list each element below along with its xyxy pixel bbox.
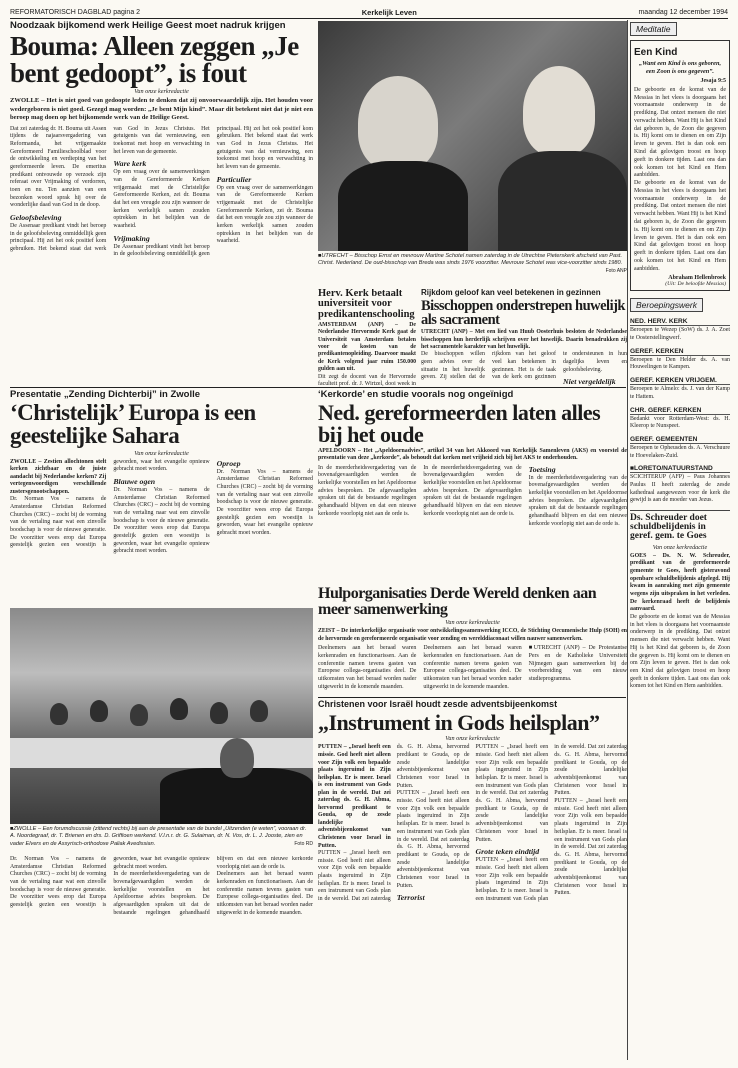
header-rule xyxy=(10,18,728,19)
beroeping-tab: Beroepingswerk xyxy=(630,298,703,312)
meditatie-signature: Abraham Hellenbroek xyxy=(668,275,726,282)
israel-headline: „Instrument in Gods heilsplan” xyxy=(318,709,600,735)
beroeping-text: Beroepen te Almelo: ds. J. van der Kamp te Hattem. xyxy=(630,386,730,400)
beroeping-item xyxy=(630,377,730,401)
lead-body-2b: De Assenaar predikant vindt het beroep in de geloofsbeleving onmiddellijk geen principaal. Hij zei het ook positief kom gebruiken. Het bekend staat dat werk van God in Jezus Christus. Het getuigenis van dat vernieuwing, een toekomst met hoop en verwachting in het leven van de gemeente. xyxy=(113,125,313,258)
israel-body: PUTTEN – „Israel heeft een missie. God heeft niet alleen voor Zijn volk een bepaalde plaats ingeruimd in Zijn heilsplan. Er is meer. Israel is een instrument van Gods plan in de wereld. Dat zei zaterdag ds. G. H. Abma, hervormd predikant te Gouda, op de zesde landelijke adventsbijeenkomst van Christenen voor Israel in Putten. xyxy=(318,744,470,903)
lead-subhead-3: Vrijmaking xyxy=(113,233,150,243)
page-header xyxy=(10,6,728,18)
photo-bottom-caption: ■ ZWOLLE – Een forumdiscussie (zittend rechts) bij aan de presentatie van de bundel „Uitzenden (e weten”, vooraan dr. A. Noordegraaf, dr. T. Brienen en drs. D. Griffioen werkend. V.l.n.r. dr. G. Sulaiman, dr. N. Vos, dr. L. J. Jooste, zien en vader Elvers en de Assyrisch-orthodoxe Paliak Avedissian. xyxy=(10,826,306,847)
loreto-head: ■ LORETO/NATUURSTAND xyxy=(630,465,730,473)
bisschoppen-intro: UTRECHT (ANP) – Met een lied van Huub Oosterhuis besloten de Nederlandse bisschoppen hun herderlijk schrijven over het huwelijk. Daarin benadrukken zij het sacramentele karakter van het huwelijk. xyxy=(421,329,627,351)
israel-subhead-1: Terrorist xyxy=(396,893,425,903)
gereformeerden-headline: Ned. gereformeerden laten alles bij het oude xyxy=(318,400,601,447)
israel-intro: PUTTEN – „Israel heeft een missie. God heeft niet alleen voor Zijn volk een bepaalde plaats ingeruimd in Zijn heilsplan. Er is meer. Israel is een instrument van Gods plan in de wereld. Dat zei zaterdag ds. G. H. Abma, hervormd predikant te Gouda, op de zesde landelijke adventsbijeenkomst van Christenen voor Israel in Putten. xyxy=(318,744,391,849)
beroeping-head: GEREF. GEMEENTEN xyxy=(630,436,730,444)
sahara-article xyxy=(10,390,313,600)
meditatie-body-2: De geboorte en de komst van de Messias in het vlees is doorgaans het voornaamste onderwerp in de prediking. Dat ontzet mensen die niet verwacht hebben. Want Hij is het Kind dat geboren is, de Zoon die gegeven is. Hij komt om te dienen en om Zijn leven te geven. Het is dan ook een Kind dat gelovigen troost en hoop geeft in donkere tijden. Laat ons dan ook komen tot het Kind en Hem aanbidden. xyxy=(634,180,726,272)
herv-body: Dit zegt de docent van de Hervormde faculteit prof. dr. J. Wirtzel, dooi week in xyxy=(318,373,416,388)
israel-body-4: PUTTEN – „Israel heeft een missie. God heeft niet alleen voor Zijn volk een bepaalde plaats ingeruimd in Zijn heilsplan. Er is meer. Israel is een instrument van Gods plan in de wereld. Dat zei zaterdag ds. G. H. Abma, hervormd predikant te Gouda, op de zesde landelijke adventsbijeenkomst van Christenen voor Israel in Putten. xyxy=(475,744,627,902)
divider-2 xyxy=(318,697,626,698)
lead-body-2: De Assenaar predikant vindt het beroep in de geloofsbeleving onmiddellijk geen principaal. Hij zei het ook positief kom gebruiken. Het bekend staat dat werk van God in Jezus Christus. Het getuigenis van dat vernieuwing, een toekomst met hoop en verwachting in het leven van de gemeente. xyxy=(10,125,210,253)
photo-top-caption-box xyxy=(318,253,627,287)
gereformeerden-subhead: Toetsing xyxy=(528,464,556,474)
sahara-kicker: Presentatie „Zending Dichterbij” in Zwolle xyxy=(10,390,201,400)
bisschoppen-article xyxy=(421,289,627,389)
hulp-article xyxy=(318,586,627,696)
beroeping-text: Beroepen te Wezep (SoW) ds. J. A. Zoet te Oosterstellingwerf. xyxy=(630,327,730,342)
hulp-byline: Van onze kerkredactie xyxy=(445,619,500,627)
sahara-byline: Van onze kerkredactie xyxy=(134,449,189,457)
sahara-intro: ZWOLLE – Zestien allochtonen stelt kerken zichtbaar en de juiste aandacht bij Nederlandse kerken? Zij vertegenwoordigen verschillende zustersgenootschappen. xyxy=(10,458,107,495)
hulp-headline: Hulporganisaties Derde Wereld denken aan meer samenwerking xyxy=(318,586,597,618)
meditatie-box xyxy=(630,40,730,291)
schreuder-body-2: De geboorte en de komst van de Messias in het vlees is doorgaans het voornaamste onderwerp in de prediking. Dat ontzet mensen die niet verwacht hebben. Want Hij is het Kind dat geboren is, de Zoon die gegeven is. Hij komt om te dienen en om Zijn leven te geven. Het is dan ook een Kind dat gelovigen troost en hoop geeft in donkere tijden. Laat ons dan ook komen tot het Kind en Hem aanbidden. xyxy=(630,614,730,690)
lead-byline: Van onze kerkredactie xyxy=(134,88,189,96)
meditatie-source: (Uit: De beloofde Messias) xyxy=(665,281,726,288)
beroeping-head: GEREF. KERKEN VRIJGEM. xyxy=(630,377,730,385)
beroeping-item xyxy=(630,407,730,431)
meditatie-title: Een Kind xyxy=(634,47,678,58)
beroeping-text: Beroepen te Opheusden ds. A. Verschuure te Hoevelaken-Zuid. xyxy=(630,444,730,459)
sahara-subhead: Blauwe ogen xyxy=(113,476,156,486)
hulp-body: Deelnemers aan het beraad waren kerkenraden en functionarissen. Aan de conferentie namen tevens gasten van Europese collega-organisaties deel. De uitkomsten van het beraad worden nader uitgewerkt in de komende maanden. xyxy=(318,645,417,690)
sahara-cont-body-3: Deelnemers aan het beraad waren kerkenraden en functionarissen. Aan de conferentie namen tevens gasten van Europese collega-organisaties deel. De uitkomsten van het beraad worden nader uitgewerkt in de komende maanden. xyxy=(216,871,313,916)
beroeping-list xyxy=(630,318,730,460)
meditatie-body: De geboorte en de komst van de Messias in het vlees is doorgaans het voornaamste onderwerp in de prediking. Dat ontzet mensen die niet verwacht hebben. Want Hij is het Kind dat geboren is, de Zoon die gegeven is. Hij komt om te dienen en om Zijn leven te geven. Het is dan ook een Kind dat gelovigen troost en hoop geeft in donkere tijden. Laat ons dan ook komen tot het Kind en Hem aanbidden. xyxy=(634,86,726,179)
israel-body-2: PUTTEN – „Israel heeft een missie. God heeft niet alleen voor Zijn volk een bepaalde plaats ingeruimd in Zijn heilsplan. Er is meer. Israel is een instrument van Gods plan in de wereld. Dat zei zaterdag ds. G. H. Abma, hervormd predikant te Gouda, op de zesde landelijke adventsbijeenkomst van Christenen voor Israel in Putten. xyxy=(396,790,470,889)
gereformeerden-body: In de meerderheidsvergadering van de bovenafgevaardigden werden de kerkelijke voorstellen en het Apeldoornse advies besproken. De afgevaardigden spraken uit dat de bestaande regelingen gehandhaafd blijven en dat een nieuwe kerkorde voorlopig niet aan de orde is. xyxy=(318,464,417,517)
photo-bottom-credit: Foto RD xyxy=(294,840,313,847)
israel-kicker: Christenen voor Israël houdt zesde adventsbijeenkomst xyxy=(318,700,558,709)
bisschoppen-subhead: Niet vergeldelijk xyxy=(563,377,616,387)
schreuder-body: GOES – Ds. N. W. Schreuder, predikant van de gereformeerde gemeente te Goes, heeft gisteravond openbare schuldbelijdenis afgelegd. Hij kwam in aanraking met zijn gemeente wegens zijn uitspraken in het verleden. De kerkenraad heeft de belijdenis aanvaard. xyxy=(630,552,730,613)
photo-top-credit: Foto ANP xyxy=(605,267,627,274)
gereformeerden-intro: APELDOORN – Het „Apeldoornadvies”, artikel 34 van het Akkoord van Kerkelijk Samenleven (AKS) en voorstel de presentatie van deze „kerkorde”, als behoudt dat kerken met vrijheid zich bij het AKS te onderhouden. xyxy=(318,447,627,462)
lead-subhead-2: Ware kerk xyxy=(113,159,147,169)
gereformeerden-kicker: ‘Kerkorde’ en studie voorals nog ongeïnigd xyxy=(318,390,514,400)
bisschoppen-kicker: Rijkdom geloof kan veel betekenen in gezinnen xyxy=(421,289,601,297)
sahara-cont-body-2: In de meerderheidsvergadering van de bovenafgevaardigden werden de kerkelijke voorstellen en het Apeldoornse advies besproken. De afgevaardigden spraken uit dat de bestaande regelingen gehandhaafd blijven en dat een nieuwe kerkorde voorlopig niet aan de orde is. xyxy=(113,856,313,916)
beroeping-text: Bedankt voor Rotterdam-West: ds. H. Kleerop te Nunspeet. xyxy=(630,415,730,430)
meditatie-ref: Jesaja 9:5 xyxy=(700,77,726,84)
divider-1 xyxy=(10,387,626,388)
gereformeerden-body-3: In de meerderheidsvergadering van de bovenafgevaardigden werden de kerkelijke voorstellen en het Apeldoornse advies besproken. De afgevaardigden spraken uit dat de bestaande regelingen gehandhaafd blijven en dat een nieuwe kerkorde voorlopig niet aan de orde is. xyxy=(528,474,627,527)
gereformeerden-body-2: In de meerderheidsvergadering van de bovenafgevaardigden werden de kerkelijke voorstellen en het Apeldoornse advies besproken. De afgevaardigden spraken uit dat de bestaande regelingen gehandhaafd blijven en dat een nieuwe kerkorde voorlopig niet aan de orde is. xyxy=(423,464,522,517)
israel-byline: Van onze kerkredactie xyxy=(445,735,500,743)
sahara-body-3: Dr. Norman Vos – namens de Amsterdamse Christian Reformed Churches (CRC) – zocht bij de vorming van de vertaling naar wat een zinvolle boodschap is voor de nieuwe generatie. De voorzitter wees erop dat Europa geestelijk gezien een woestijn is geworden, waar het evangelie opnieuw gebracht moet worden. xyxy=(216,468,313,536)
israel-article xyxy=(318,700,627,1060)
israel-subhead-2: Grote teken eindtijd xyxy=(475,847,540,857)
meditatie-tab: Meditatie xyxy=(630,22,677,36)
hulp-bulletin: ■ UTRECHT (ANP) – De Protestantse Pers en de Katholieke Universiteit Nijmegen gaan samenwerken bij de voorbereiding van een nieuw studieprogramma. xyxy=(529,645,627,683)
sahara-continuation xyxy=(10,856,313,1060)
loreto-item xyxy=(630,465,730,505)
bisschoppen-body: De bisschoppen willen geen advies over de situatie in het huwelijk geven. Zij stellen dat de rijkdom van het geloof veel kan betekenen in gezinnen. Het is de taak van de kerk om gezinnen te ondersteunen in hun dagelijks leven en geloofsbeleving. xyxy=(421,351,627,381)
photo-bottom-caption-box xyxy=(10,826,313,854)
sahara-subhead-2: Oproep xyxy=(216,458,241,468)
lead-article xyxy=(10,21,313,383)
sahara-body-2: Dr. Norman Vos – namens de Amsterdamse Christian Reformed Churches (CRC) – zocht bij de vorming van de vertaling naar wat een zinvolle boodschap is voor de nieuwe generatie. De voorzitter wees erop dat Europa geestelijk gezien een woestijn is geworden, waar het evangelie opnieuw gebracht moet worden. xyxy=(113,486,210,555)
beroeping-item xyxy=(630,318,730,342)
sahara-headline: ‘Christelijk’ Europa is een geestelijke Sahara xyxy=(10,400,256,448)
herv-intro: AMSTERDAM (ANP) – De Nederlandse Hervormde Kerk gaat de Universiteit van Amsterdam betalen voor de kosten van de predikantenopleiding. Daarvoor maakt de Kerk volgend jaar ruim 150.000 gulden aan uit. xyxy=(318,321,416,373)
schreuder-article xyxy=(630,510,730,691)
header-section: Kerkelijk Leven xyxy=(361,7,417,17)
lead-body-3: Op een vraag over de samenwerkingen van de Gereformeerde Kerken vrijgemaakt met de Christelijke Gereformeerde Kerken, zei dr. Bouma dat het een vreugde zou zijn wanneer de kerken werkelijk samen zouden optrekken in het belijden van de waarheid. xyxy=(113,169,210,230)
lead-body-3b: Op een vraag over de samenwerkingen van de Gereformeerde Kerken vrijgemaakt met de Christelijke Gereformeerde Kerken, zei dr. Bouma dat het een vreugde zou zijn wanneer de kerken werkelijk samen zouden optrekken in het belijden van de waarheid. xyxy=(216,184,313,245)
schreuder-byline: Van onze kerkredactie xyxy=(652,543,708,551)
hulp-intro: ZEIST – De interkerkelijke organisatie voor ontwikkelingssamenwerking ICCO, de Stichting Oecumenische Hulp (SOH) en de hervormde en gereformeerde organisatie voor zending en werelddiaconaat willen nauwer samenwerken. xyxy=(318,628,627,642)
sidebar-divider xyxy=(627,20,628,1060)
israel-body-3: PUTTEN – „Israel heeft een missie. God heeft niet alleen voor Zijn volk een bepaalde plaats ingeruimd in Zijn heilsplan. Er is meer. Israel is een instrument van Gods plan in de wereld. Dat zei zaterdag ds. G. H. Abma, hervormd predikant te Gouda, op de zesde landelijke adventsbijeenkomst van Christenen voor Israel in Putten. xyxy=(475,744,549,843)
lead-headline: Bouma: Alleen zeggen „Je bent gedoopt”, is fout xyxy=(10,31,299,88)
beroeping-item xyxy=(630,348,730,372)
israel-body-5: PUTTEN – „Israel heeft een missie. God heeft niet alleen voor Zijn volk een bepaalde plaats ingeruimd in Zijn heilsplan. Er is meer. Israel is een instrument van Gods plan in de wereld. Dat zei zaterdag ds. G. H. Abma, hervormd predikant te Gouda, op de zesde landelijke adventsbijeenkomst van Christenen voor Israel in Putten. xyxy=(554,798,627,897)
schreuder-headline: Ds. Schreuder doet schuldbelijdenis in geref. gem. te Goes xyxy=(630,512,707,542)
lead-subhead-4: Particulier xyxy=(216,174,252,184)
bisschoppen-headline: Bisschoppen onderstrepen huwelijk als sacrament xyxy=(421,297,625,328)
beroeping-text: Beroepen te Den Helder ds. A. van Houwelingen te Kampen. xyxy=(630,356,730,371)
sahara-cont-body: Dr. Norman Vos – namens de Amsterdamse Christian Reformed Churches (CRC) – zocht bij de vorming van de vertaling naar wat een zinvolle boodschap is voor de nieuwe generatie. De voorzitter wees erop dat Europa geestelijk gezien een woestijn is geworden, waar het evangelie opnieuw gebracht moet worden. xyxy=(10,856,210,909)
photo-bishops xyxy=(318,21,627,251)
beroeping-item xyxy=(630,436,730,460)
beroeping-head: CHR. GEREF. KERKEN xyxy=(630,407,730,415)
herv-article xyxy=(318,289,416,389)
beroeping-head: NED. HERV. KERK xyxy=(630,318,730,326)
photo-forum xyxy=(10,608,313,824)
beroeping-head: GEREF. KERKEN xyxy=(630,348,730,356)
hulp-body-2: Deelnemers aan het beraad waren kerkenraden en functionarissen. Aan de conferentie namen tevens gasten van Europese collega-organisaties deel. De uitkomsten van het beraad worden nader uitgewerkt in de komende maanden. xyxy=(423,645,522,690)
photo-top-caption: ■ UTRECHT – Bisschop Ernst en mevrouw Martine Schotel namen zaterdag in de Utrechtse Pieterskerk afscheid van Past. Christ. Nederland. De oud-bisschop van Breda was sinds 1976 voorzitter. Mevrouw Schotel was vice-voorzitter sinds 1980. xyxy=(318,253,622,266)
gereformeerden-article xyxy=(318,390,627,585)
lead-subhead-1: Geloofsbeleving xyxy=(10,213,62,223)
herv-headline: Herv. Kerk betaalt universiteit voor predikantenschooling xyxy=(318,289,415,320)
header-date: maandag 12 december 1994 xyxy=(638,8,728,16)
sahara-body: Dr. Norman Vos – namens de Amsterdamse Christian Reformed Churches (CRC) – zocht bij de vorming van de vertaling naar wat een zinvolle boodschap is voor de nieuwe generatie. De voorzitter wees erop dat Europa geestelijk gezien een woestijn is geworden, waar het evangelie opnieuw gebracht moet worden. xyxy=(10,458,210,549)
lead-body: Dat zei zaterdag dr. H. Bouma uit Assen tijdens de najaarsvergadering van Reformanda, het vrijgemaakte Gereformeerd Familieschoolblad voor de ontwikkeling en verdieping van het gereformeerde leven. De emeritus predikant ontvouwde op verzoek zijn referaat over Vrijmaking of verdorren, toen en nu. Ten aanzien van een bezonken woord sprak hij over de wonderlijke daad van God in de doop. xyxy=(10,125,107,209)
sidebar xyxy=(630,19,730,1059)
header-left: REFORMATORISCH DAGBLAD pagina 2 xyxy=(10,8,141,16)
lead-kicker: Noodzaak bijkomend werk Heilige Geest moet nadruk krijgen xyxy=(10,21,286,31)
meditatie-quote: „Want een Kind is ons geboren, een Zoon is ons gegeven”. xyxy=(638,60,722,75)
loreto-body: SCICHTERUP (AFP) – Paus Johannes Paulus II heeft zaterdag de zesde kathedraal aangewezen voor de kerk die gewijd is aan de moeder van Jezus. xyxy=(630,474,730,504)
lead-intro: ZWOLLE – Het is niet goed van gedoopte leden te denken dat zij onvoorwaardelijk zijn. Het houden voor wedergeboren is niet goed. Gezegd mag worden: „Je bent Mijn kind”. Maar dit betekent niet dat je niet een beroep mag doen op het bijkomende werk van de Heilige Geest. xyxy=(10,97,313,122)
